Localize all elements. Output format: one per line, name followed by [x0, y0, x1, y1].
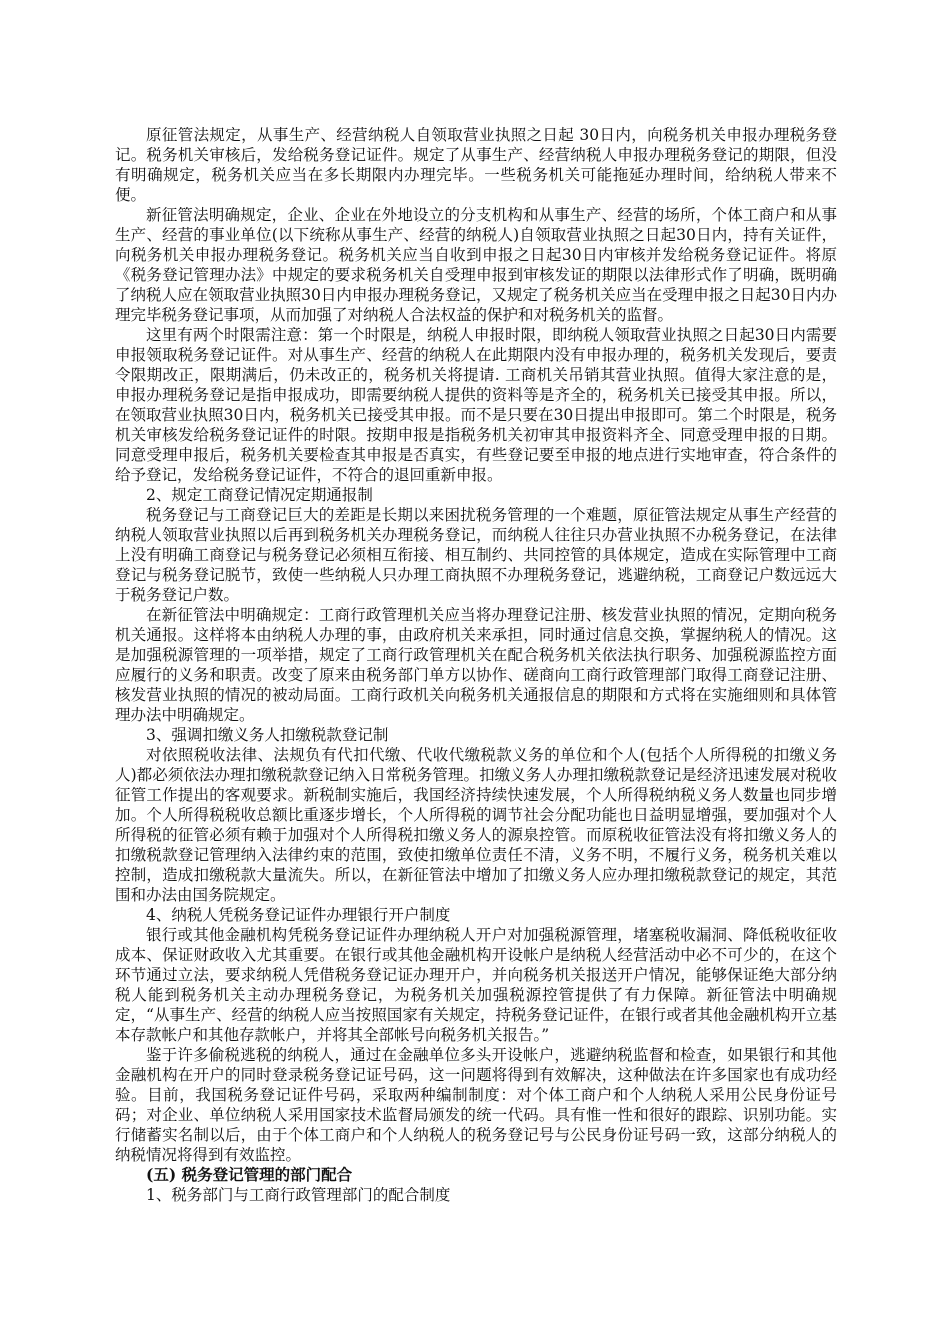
paragraph-multiple-accounts: 鉴于许多偷税逃税的纳税人，通过在金融单位多头开设帐户，逃避纳税监督和检查，如果银行和其他金融机构在开户的同时登录税务登记证号码，这一问题将得到有效解决，这种做法在许多国家也有成功经验。目前，我国税务登记证件号码，采取两种编制制度：对个体工商户和个人纳税人采用公民身份证号码；对企业、单位纳税人采用国家技术监督局颁发的统一代码。具有惟一性和很好的跟踪、识别功能。实行储蓄实名制以后，由于个体工商户和个人纳税人的税务登记号与公民身份证号码一致，这部分纳税人的纳税情况将得到有效监控。	[115, 1046, 837, 1164]
paragraph-withholding-registration: 对依照税收法律、法规负有代扣代缴、代收代缴税款义务的单位和个人(包括个人所得税的扣缴义务人)都必须依法办理扣缴税款登记纳入日常税务管理。扣缴义务人办理扣缴税款登记是经济迅速发展对税收征管工作提出的客观要求。新税制实施后，我国经济持续快速发展，个人所得税纳税义务人数量也同步增加。个人所得税税收总额比重逐步增长，个人所得税的调节社会分配功能也日益明显增强，要加强对个人所得税的征管必须有赖于加强对个人所得税扣缴义务人的源泉控管。而原税收征管法没有将扣缴义务人的扣缴税款登记管理纳入法律约束的范围，致使扣缴单位责任不清，义务不明，不履行义务，税务机关难以控制，造成扣缴税款大量流失。所以，在新征管法中增加了扣缴义务人应办理扣缴税款登记的规定，其范围和办法由国务院规定。	[115, 746, 837, 904]
section-heading-2: 2、规定工商登记情况定期通报制	[146, 486, 373, 504]
document-body	[115, 125, 837, 1205]
paragraph-two-time-limits: 这里有两个时限需注意：第一个时限是，纳税人申报时限，即纳税人领取营业执照之日起30日内需要申报领取税务登记证件。对从事生产、经营的纳税人在此期限内没有申报办理的，税务机关发现后，要责令限期改正，限期满后，仍未改正的，税务机关将提请. 工商机关吊销其营业执照。值得大家注意的是，申报办理税务登记是指申报成功，即需要纳税人提供的资料等是齐全的，税务机关已接受其申报。所以，在领取营业执照30日内，税务机关已接受其申报。而不是只要在30日提出申报即可。第二个时限是，税务机关审核发给税务登记证件的时限。按期申报是指税务机关初审其申报资料齐全、同意受理申报的日期。同意受理申报后，税务机关要检查其申报是否真实，有些登记要至申报的地点进行实地审查，符合条件的给予登记，发给税务登记证件，不符合的退回重新申报。	[115, 326, 837, 484]
subsection-heading-1: 1、税务部门与工商行政管理部门的配合制度	[146, 1186, 451, 1204]
section-heading-3: 3、强调扣缴义务人扣缴税款登记制	[146, 726, 389, 744]
paragraph-registration-gap: 税务登记与工商登记巨大的差距是长期以来困扰税务管理的一个难题，原征管法规定从事生产经营的纳税人领取营业执照以后再到税务机关办理税务登记，而纳税人往往只办营业执照不办税务登记，在法律上没有明确工商登记与税务登记必须相互衔接、相互制约、共同控管的具体规定，造成在实际管理中工商登记与税务登记脱节，致使一些纳税人只办理工商执照不办理税务登记，逃避纳税，工商登记户数远远大于税务登记户数。	[115, 506, 837, 604]
section-heading-5: (五) 税务登记管理的部门配合	[146, 1165, 353, 1184]
paragraph-bank-account-opening: 银行或其他金融机构凭税务登记证件办理纳税人开户对加强税源管理，堵塞税收漏洞、降低税收征收成本、保证财政收入尤其重要。在银行或其他金融机构开设帐户是纳税人经营活动中必不可少的，在这个环节通过立法，要求纳税人凭借税务登记证办理开户，并向税务机关报送开户情况，能够保证绝大部分纳税人能到税务机关主动办理税务登记，为税务机关加强税源控管提供了有力保障。新征管法中明确规定，“从事生产、经营的纳税人应当按照国家有关规定，持税务登记证件，在银行或者其他金融机构开立基本存款帐户和其他存款帐户，并将其全部帐号向税务机关报告。”	[115, 926, 837, 1044]
paragraph-new-law-notification: 在新征管法中明确规定：工商行政管理机关应当将办理登记注册、核发营业执照的情况，定期向税务机关通报。这样将本由纳税人办理的事，由政府机关来承担，同时通过信息交换，掌握纳税人的情况。这是加强税源管理的一项举措，规定了工商行政管理机关在配合税务机关依法执行职务、加强税源监控方面应履行的义务和职责。改变了原来由税务部门单方以协作、磋商向工商行政管理部门取得工商登记注册、核发营业执照的情况的被动局面。工商行政机关向税务机关通报信息的期限和方式将在实施细则和具体管理办法中明确规定。	[115, 606, 837, 724]
paragraph-old-law-registration: 原征管法规定，从事生产、经营纳税人自领取营业执照之日起 30日内，向税务机关申报办理税务登记。税务机关审核后，发给税务登记证件。规定了从事生产、经营纳税人申报办理税务登记的期限，但没有明确规定，税务机关应当在多长期限内办理完毕。一些税务机关可能拖延办理时间，给纳税人带来不便。	[115, 126, 837, 204]
section-heading-4: 4、纳税人凭税务登记证件办理银行开户制度	[146, 906, 451, 924]
paragraph-new-law-registration: 新征管法明确规定，企业、企业在外地设立的分支机构和从事生产、经营的场所，个体工商户和从事生产、经营的事业单位(以下统称从事生产、经营的纳税人)自领取营业执照之日起30日内，持有关证件，向税务机关申报办理税务登记。税务机关应当自收到申报之日起30日内审核并发给税务登记证件。将原《税务登记管理办法》中规定的要求税务机关自受理申报到审核发证的期限以法律形式作了明确，既明确了纳税人应在领取营业执照30日内申报办理税务登记，又规定了税务机关应当在受理申报之日起30日内办理完毕税务登记事项，从而加强了对纳税人合法权益的保护和对税务机关的监督。	[115, 206, 837, 324]
